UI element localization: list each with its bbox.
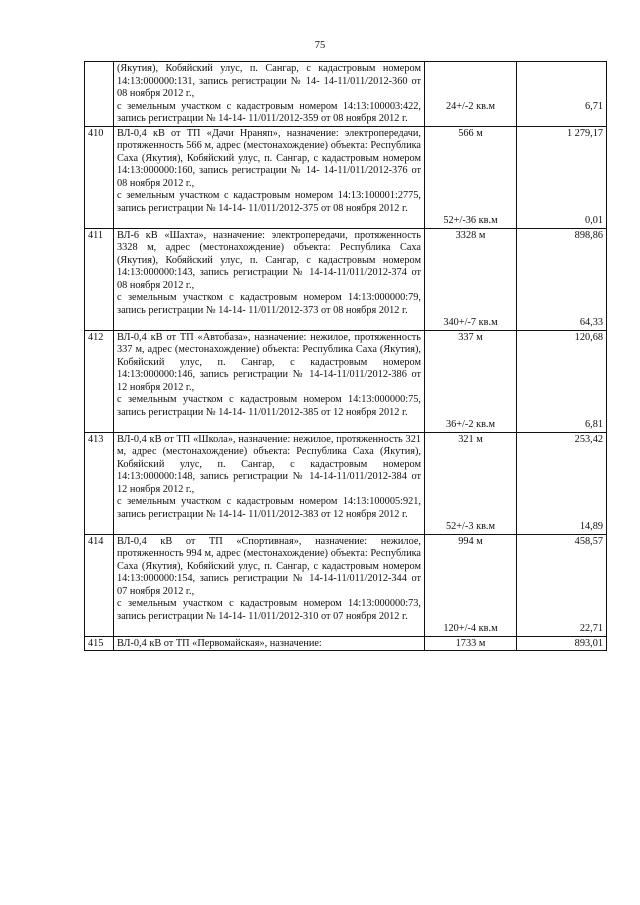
area-length-cell: [425, 432, 517, 534]
object-value: 253,42: [574, 433, 603, 445]
main-object-text: ВЛ-0,4 кВ от ТП «Школа», назначение: нежилое, протяженность 321 м, адрес (местонахождение) объекта: Республика Саха (Якутия), Кобяйский улус, п. Сангар, с кадастровым номером 14:13:000000:148, запись регистрации № 14-14-11/011/2012-384 от 12 ноября 2012 г.,: [117, 433, 421, 495]
table-body: [85, 62, 607, 651]
object-description: [114, 228, 425, 330]
land-plot-text: с земельным участком с кадастровым номером 14:13:000000:73, запись регистрации № 14-14- 11/011/2012-310 от 07 ноября 2012 г.: [117, 598, 421, 622]
value-cell: [517, 126, 607, 228]
row-number: 410: [85, 126, 114, 228]
land-area: 24+/-2 кв.м: [445, 100, 496, 112]
land-value: 0,01: [584, 215, 603, 226]
object-value: 1 279,17: [566, 127, 603, 139]
land-value: 6,71: [584, 100, 603, 112]
object-description: [114, 330, 425, 432]
area-length-cell: [425, 330, 517, 432]
spacer: [520, 140, 603, 215]
value-cell: [517, 330, 607, 432]
area-length-cell: [425, 534, 517, 636]
object-description: [114, 62, 425, 127]
table-row: [85, 636, 607, 651]
land-value: 22,71: [579, 623, 603, 634]
spacer: [520, 344, 603, 419]
value-cell: [517, 534, 607, 636]
spacer: [428, 446, 513, 521]
spacer: [428, 242, 513, 317]
land-area: 52+/-3 кв.м: [445, 521, 496, 532]
property-register-table: [84, 61, 607, 651]
value-cell: [517, 228, 607, 330]
spacer: [428, 140, 513, 215]
spacer: [428, 344, 513, 419]
object-description: [114, 636, 425, 651]
land-area: 120+/-4 кв.м: [443, 623, 498, 634]
row-number: 413: [85, 432, 114, 534]
spacer: [520, 446, 603, 521]
value-cell: [517, 432, 607, 534]
object-description: [114, 534, 425, 636]
land-area: 52+/-36 кв.м: [443, 215, 498, 226]
row-number: [85, 62, 114, 127]
table-row: [85, 228, 607, 330]
land-plot-text: с земельным участком с кадастровым номером 14:13:000000:79, запись регистрации № 14-14- 11/011/2012-373 от 08 ноября 2012 г.: [117, 292, 421, 316]
object-length: 337 м: [458, 331, 483, 343]
object-value: 458,57: [574, 535, 603, 547]
main-object-text: ВЛ-0,4 кВ от ТП «Спортивная», назначение: нежилое, протяженность 994 м, адрес (местонахождение) объекта: Республика Саха (Якутия), Кобяйский улус, п. Сангар, с кадастровым номером 14:13:000000:154, запись регистрации № 14-14-11/011/2012-344 от 07 ноября 2012 г.,: [117, 535, 421, 597]
land-value: 14,89: [579, 521, 603, 532]
value-cell: [517, 62, 607, 127]
spacer: [520, 548, 603, 623]
table-row: [85, 534, 607, 636]
object-description: [114, 126, 425, 228]
page-number: 75: [314, 40, 326, 51]
land-plot-text: с земельным участком с кадастровым номером 14:13:100003:422, запись регистрации № 14-14- 11/011/2012-359 от 08 ноября 2012 г.: [117, 100, 421, 124]
area-length-cell: [425, 228, 517, 330]
spacer: [428, 63, 513, 101]
object-value: 898,86: [574, 229, 603, 241]
row-number: 415: [85, 636, 114, 651]
main-object-text: ВЛ-0,4 кВ от ТП «Дачи Нраняп», назначение: электропередачи, протяженность 566 м, адрес (местонахождение) объекта: Республика Саха (Якутия), Кобяйский улус, п. Сангар, с кадастровым номером 14:13:000000:160, запись регистрации № 14- 14-11/011/2012-376 от 08 ноября 2012 г.,: [117, 127, 421, 189]
table-row: [85, 432, 607, 534]
object-value: 120,68: [574, 331, 603, 343]
land-area: 36+/-2 кв.м: [445, 419, 496, 430]
object-length: 1733 м: [455, 637, 486, 649]
land-area: 340+/-7 кв.м: [443, 317, 498, 328]
area-length-cell: [425, 126, 517, 228]
land-value: 6,81: [584, 419, 603, 430]
spacer: [520, 63, 603, 101]
object-length: 3328 м: [455, 229, 486, 241]
spacer: [428, 548, 513, 623]
table-row: [85, 62, 607, 127]
main-object-text: ВЛ-6 кВ «Шахта», назначение: электропередачи, протяженность 3328 м, адрес (местонахождение) объекта: Республика Саха (Якутия), Кобяйский улус, п. Сангар, с кадастровым номером 14:13:000000:143, запись регистрации № 14-14-11/011/2012-374 от 08 ноября 2012 г.,: [117, 229, 421, 291]
row-number: 412: [85, 330, 114, 432]
land-plot-text: с земельным участком с кадастровым номером 14:13:000000:75, запись регистрации № 14-14- 11/011/2012-385 от 12 ноября 2012 г.: [117, 394, 421, 418]
table-row: [85, 126, 607, 228]
value-cell: [517, 636, 607, 651]
row-number: 414: [85, 534, 114, 636]
main-object-text: (Якутия), Кобяйский улус, п. Сангар, с кадастровым номером 14:13:000000:131, запись регистрации № 14- 14-11/011/2012-360 от 08 ноября 2012 г.,: [117, 63, 421, 99]
land-value: 64,33: [579, 317, 603, 328]
land-plot-text: с земельным участком с кадастровым номером 14:13:100005:921, запись регистрации № 14-14- 11/011/2012-383 от 12 ноября 2012 г.: [117, 496, 421, 520]
spacer: [520, 242, 603, 317]
object-length: 321 м: [458, 433, 483, 445]
object-length: 566 м: [458, 127, 483, 139]
land-plot-text: с земельным участком с кадастровым номером 14:13:100001:2775, запись регистрации № 14-14- 11/011/2012-375 от 08 ноября 2012 г.: [117, 190, 421, 214]
area-length-cell: [425, 62, 517, 127]
object-value: 893,01: [574, 637, 603, 649]
main-object-text: ВЛ-0,4 кВ от ТП «Первомайская», назначение:: [117, 637, 322, 649]
object-description: [114, 432, 425, 534]
row-number: 411: [85, 228, 114, 330]
area-length-cell: [425, 636, 517, 651]
table-row: [85, 330, 607, 432]
object-length: 994 м: [458, 535, 483, 547]
main-object-text: ВЛ-0,4 кВ от ТП «Автобаза», назначение: нежилое, протяженность 337 м, адрес (местонахождение) объекта: Республика Саха (Якутия), Кобяйский улус, п. Сангар, с кадастровым номером 14:13:000000:146, запись регистрации № 14-14-11/011/2012-386 от 12 ноября 2012 г.,: [117, 331, 421, 393]
